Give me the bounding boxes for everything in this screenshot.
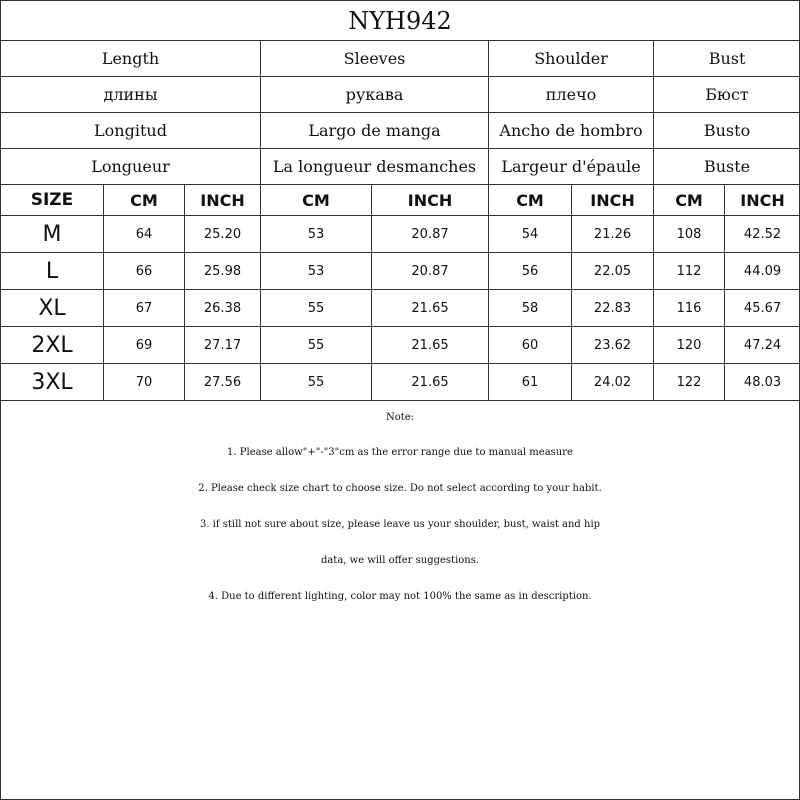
header-bust: Busto [654, 113, 800, 149]
header-bust: Бюст [654, 77, 800, 113]
header-shoulder: Largeur d'épaule [489, 149, 654, 185]
header-sleeves: рукава [261, 77, 489, 113]
note-line: 1. Please allow"+"-"3"cm as the error range due to manual measure [227, 447, 573, 458]
sleeves-inch: 21.65 [372, 290, 489, 327]
sleeves-cm: 55 [261, 327, 372, 364]
header-row-french [1, 149, 800, 185]
shoulder-cm: 56 [489, 253, 572, 290]
bust-inch: 48.03 [725, 364, 800, 401]
shoulder-cm: 60 [489, 327, 572, 364]
size-row-3xl [1, 364, 800, 401]
header-length: Longueur [1, 149, 261, 185]
note-line: data, we will offer suggestions. [320, 555, 480, 566]
header-shoulder: Shoulder [489, 41, 654, 77]
note-line: 4. Due to different lighting, color may not 100% the same as in description. [208, 591, 592, 602]
size-label: 3XL [1, 364, 104, 401]
shoulder-cm: 61 [489, 364, 572, 401]
shoulder-cm: 54 [489, 216, 572, 253]
sleeves-cm: 55 [261, 364, 372, 401]
bust-cm: 122 [654, 364, 725, 401]
header-length: Length [1, 41, 261, 77]
size-label: XL [1, 290, 104, 327]
header-sleeves: Sleeves [261, 41, 489, 77]
bust-cm: 120 [654, 327, 725, 364]
header-bust: Bust [654, 41, 800, 77]
shoulder-inch: 22.83 [572, 290, 654, 327]
size-label: M [1, 216, 104, 253]
shoulder-inch: 24.02 [572, 364, 654, 401]
shoulder-inch: 22.05 [572, 253, 654, 290]
size-row-l [1, 253, 800, 290]
shoulder-cm: 58 [489, 290, 572, 327]
length-inch: 25.20 [185, 216, 261, 253]
length-cm: 67 [104, 290, 185, 327]
size-chart-table [0, 40, 800, 401]
header-row-russian [1, 77, 800, 113]
size-row-xl [1, 290, 800, 327]
shoulder-inch: 21.26 [572, 216, 654, 253]
bust-inch: 47.24 [725, 327, 800, 364]
note-line: 2. Please check size chart to choose size. Do not select according to your habit. [198, 483, 602, 494]
bust-cm: 116 [654, 290, 725, 327]
length-cm: 70 [104, 364, 185, 401]
length-inch: 26.38 [185, 290, 261, 327]
bust-cm-header: CM [654, 185, 725, 216]
length-inch: 27.17 [185, 327, 261, 364]
notes-section [0, 401, 800, 615]
sleeves-cm-header: CM [261, 185, 372, 216]
shoulder-inch: 23.62 [572, 327, 654, 364]
length-inch-header: INCH [185, 185, 261, 216]
header-sleeves: La longueur desmanches [261, 149, 489, 185]
sleeves-inch: 20.87 [372, 253, 489, 290]
length-inch: 27.56 [185, 364, 261, 401]
sleeves-inch: 21.65 [372, 364, 489, 401]
header-length: длины [1, 77, 261, 113]
size-label: L [1, 253, 104, 290]
sleeves-inch: 21.65 [372, 327, 489, 364]
shoulder-inch-header: INCH [572, 185, 654, 216]
size-row-2xl [1, 327, 800, 364]
bust-inch: 44.09 [725, 253, 800, 290]
sleeves-inch: 20.87 [372, 216, 489, 253]
page-title: NYH942 [0, 0, 800, 41]
size-row-m [1, 216, 800, 253]
length-cm: 66 [104, 253, 185, 290]
header-shoulder: Ancho de hombro [489, 113, 654, 149]
size-label: 2XL [1, 327, 104, 364]
header-bust: Buste [654, 149, 800, 185]
bust-cm: 108 [654, 216, 725, 253]
header-row-english [1, 41, 800, 77]
bust-inch: 45.67 [725, 290, 800, 327]
sleeves-cm: 53 [261, 216, 372, 253]
sleeves-cm: 53 [261, 253, 372, 290]
sleeves-inch-header: INCH [372, 185, 489, 216]
bust-cm: 112 [654, 253, 725, 290]
bust-inch: 42.52 [725, 216, 800, 253]
length-cm: 69 [104, 327, 185, 364]
shoulder-cm-header: CM [489, 185, 572, 216]
length-inch: 25.98 [185, 253, 261, 290]
notes-heading: Note: [385, 412, 415, 423]
header-shoulder: плечо [489, 77, 654, 113]
sleeves-cm: 55 [261, 290, 372, 327]
header-length: Longitud [1, 113, 261, 149]
note-line: 3. if still not sure about size, please leave us your shoulder, bust, waist and hip [199, 519, 601, 530]
length-cm: 64 [104, 216, 185, 253]
units-row [1, 185, 800, 216]
bust-inch-header: INCH [725, 185, 800, 216]
length-cm-header: CM [104, 185, 185, 216]
header-sleeves: Largo de manga [261, 113, 489, 149]
header-row-spanish [1, 113, 800, 149]
size-column-header: SIZE [1, 185, 104, 216]
